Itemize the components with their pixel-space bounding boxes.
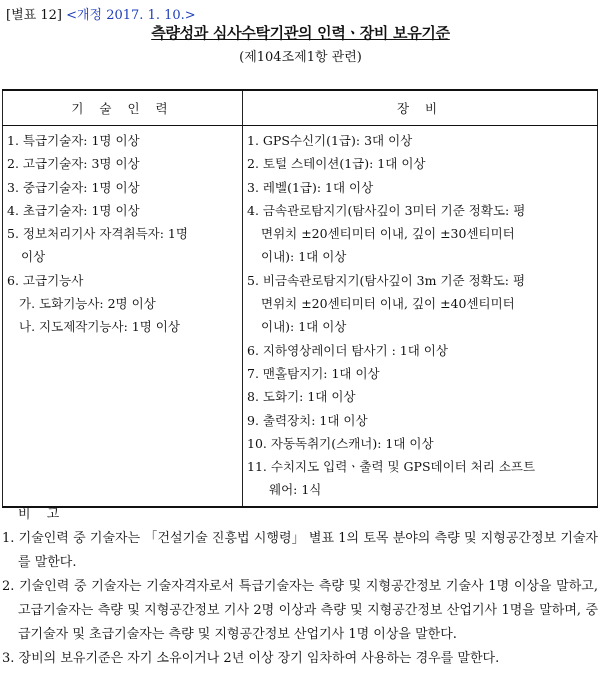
note-item: 3. 장비의 보유기준은 자기 소유이거나 2년 이상 장기 임차하여 사용하는 경우를 말한다. bbox=[2, 651, 500, 666]
personnel-item: 1. 특급기술자: 1명 이상 bbox=[7, 133, 140, 148]
note-item: 1. 기술인력 중 기술자는 「건설기술 진흥법 시행령」 별표 1의 토목 분야의 측량 및 지형공간정보 기술자를 말한다. bbox=[2, 531, 598, 570]
personnel-item: 4. 초급기술자: 1명 이상 bbox=[7, 202, 140, 218]
notes-heading: 비 고 bbox=[18, 507, 66, 522]
personnel-subitem: 가. 도화기능사: 2명 이상 bbox=[19, 296, 156, 312]
equipment-item: 8. 도화기: 1대 이상 bbox=[247, 389, 356, 405]
equipment-item: 10. 자동독취기(스캐너): 1대 이상 bbox=[247, 435, 434, 451]
equipment-item: 3. 레벨(1급): 1대 이상 bbox=[247, 179, 374, 195]
table-number: [별표 12] bbox=[6, 8, 62, 23]
amendment-date: <개정 2017. 1. 10.> bbox=[66, 8, 196, 23]
equipment-item: 9. 출력장치: 1대 이상 bbox=[247, 412, 368, 428]
page-subtitle: (제104조제1항 관련) bbox=[239, 50, 362, 65]
equipment-item: 1. GPS수신기(1급): 3대 이상 bbox=[247, 133, 413, 148]
equipment-item: 5. 비금속관로탐지기(탐사깊이 3m 기준 정확도: 평 면위치 ±20센티미터 이내, 깊이 ±40센티미터 이내): 1대 이상 bbox=[247, 272, 526, 335]
notes-section bbox=[2, 503, 598, 671]
equipment-item: 4. 금속관로탐지기(탐사깊이 3미터 기준 정확도: 평 면위치 ±20센티미터 이내, 깊이 ±30센티미터 이내): 1대 이상 bbox=[247, 202, 526, 265]
equipment-item: 2. 토털 스테이션(1급): 1대 이상 bbox=[247, 156, 426, 172]
personnel-item: 3. 중급기술자: 1명 이상 bbox=[7, 179, 140, 195]
page-title: 측량성과 심사수탁기관의 인력ㆍ장비 보유기준 bbox=[151, 24, 450, 42]
standards-table bbox=[2, 89, 598, 508]
personnel-item: 6. 고급기능사 bbox=[7, 272, 84, 288]
equipment-header: 장 비 bbox=[243, 90, 598, 126]
table-header bbox=[6, 4, 196, 23]
personnel-item: 2. 고급기술자: 3명 이상 bbox=[7, 156, 140, 172]
equipment-cell bbox=[243, 126, 598, 507]
equipment-item: 6. 지하영상레이더 탐사기 : 1대 이상 bbox=[247, 342, 448, 358]
equipment-item: 7. 맨홀탐지기: 1대 이상 bbox=[247, 365, 380, 381]
personnel-subitem: 나. 지도제작기능사: 1명 이상 bbox=[19, 319, 180, 335]
note-item: 2. 기술인력 중 기술자는 기술자격자로서 특급기술자는 측량 및 지형공간정보 기술사 1명 이상을 말하고, 고급기술자는 측량 및 지형공간정보 기사 2명 이상과 측량 및 지형공간정보 산업기사 1명을 말하며, 중급기술자 및 초급기술자는 측량 및 지형공간정보 산업기사 1명 이상을 말한다. bbox=[2, 579, 598, 642]
personnel-header: 기 술 인 력 bbox=[3, 90, 243, 126]
equipment-item: 11. 수치지도 입력ㆍ출력 및 GPS데이터 처리 소프트 웨어: 1식 bbox=[247, 459, 536, 498]
personnel-cell bbox=[3, 126, 243, 507]
personnel-item: 5. 정보처리기사 자격취득자: 1명 이상 bbox=[7, 226, 188, 265]
